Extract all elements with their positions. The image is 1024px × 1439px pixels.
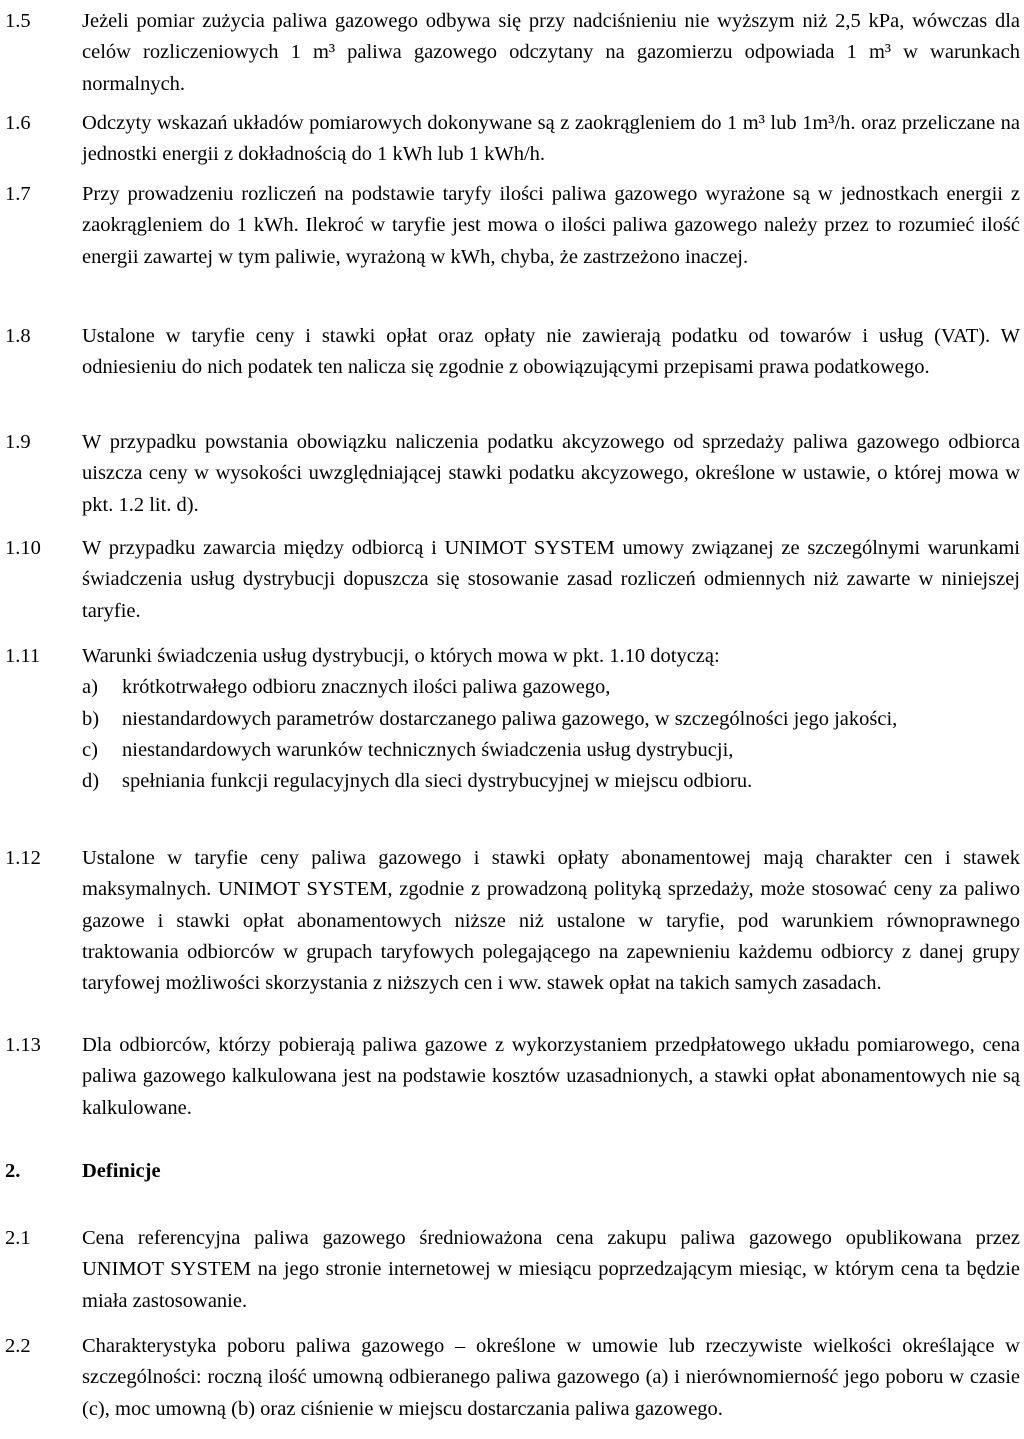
definition-number: 2.1 bbox=[5, 1227, 31, 1249]
section-number: 1.11 bbox=[5, 645, 41, 667]
section-number: 1.9 bbox=[5, 431, 31, 453]
section-body bbox=[82, 641, 1020, 797]
heading-title: Definicje bbox=[82, 1160, 161, 1182]
list-item-text: niestandardowych parametrów dostarczanego paliwa gazowego, w szczególności jego jakości, bbox=[122, 707, 898, 730]
section-text: Dla odbiorców, którzy pobierają paliwa gazowe z wykorzystaniem przedpłatowego układu pomiarowego, cena paliwa gazowego kalkulowana jest na podstawie kosztów uzasadnionych, a stawki opłat abonamentowych nie są kalkulowane. bbox=[82, 1034, 1020, 1119]
section-number: 1.13 bbox=[5, 1034, 41, 1056]
section-text: Jeżeli pomiar zużycia paliwa gazowego odbywa się przy nadciśnieniu nie wyższym niż 2,5 kPa, wówczas dla celów rozliczeniowych 1 m³ paliwa gazowego odczytany na gazomierzu odpowiada 1 m³ w warunkach normalnych. bbox=[82, 10, 1020, 95]
section-text: Ustalone w taryfie ceny i stawki opłat oraz opłaty nie zawierają podatku od towarów i usług (VAT). W odniesieniu do nich podatek ten nalicza się zgodnie z obowiązującymi przepisami prawa podatkowego. bbox=[82, 325, 1020, 379]
list-marker: c) bbox=[82, 738, 98, 761]
list-item bbox=[82, 672, 1020, 703]
section-text: Odczyty wskazań układów pomiarowych dokonywane są z zaokrągleniem do 1 m³ lub 1m³/h. oraz przeliczane na jednostki energii z dokładnością do 1 kWh lub 1 kWh/h. bbox=[82, 112, 1020, 166]
definition-text: Cena referencyjna paliwa gazowego średnioważona cena zakupu paliwa gazowego opublikowana przez UNIMOT SYSTEM na jego stronie internetowej w miesiącu poprzedzającym miesiąc, w którym cena ta będzie miała zastosowanie. bbox=[82, 1227, 1020, 1312]
section-text: Warunki świadczenia usług dystrybucji, o których mowa w pkt. 1.10 dotyczą: bbox=[82, 645, 720, 667]
section-text: Ustalone w taryfie ceny paliwa gazowego i stawki opłaty abonamentowej mają charakter cen i stawek maksymalnych. UNIMOT SYSTEM, zgodnie z prowadzoną polityką sprzedaży, może stosować ceny za paliwo gazowe i stawki opłat abonamentowych niższe niż ustalone w taryfie, pod warunkiem równoprawnego traktowania odbiorców w grupach taryfowych polegającego na zapewnieniu każdemu odbiorcy z danej grupy taryfowej możliwości skorzystania z niższych cen i ww. stawek opłat na takich samych zasadach. bbox=[82, 847, 1020, 995]
list-marker: a) bbox=[82, 676, 98, 699]
list-item-text: niestandardowych warunków technicznych świadczenia usług dystrybucji, bbox=[122, 738, 734, 761]
section-number: 1.10 bbox=[5, 537, 41, 559]
list-item bbox=[82, 735, 1020, 766]
list-item bbox=[82, 704, 1020, 735]
list-marker: b) bbox=[82, 707, 100, 730]
section-number: 1.5 bbox=[5, 10, 31, 32]
section-number: 1.8 bbox=[5, 325, 31, 347]
section-number: 1.6 bbox=[5, 112, 31, 134]
list-item bbox=[82, 766, 1020, 797]
condition-list bbox=[82, 672, 1020, 797]
list-marker: d) bbox=[82, 770, 100, 793]
section-text: W przypadku zawarcia między odbiorcą i UNIMOT SYSTEM umowy związanej ze szczególnymi warunkami świadczenia usług dystrybucji dopuszcza się stosowanie zasad rozliczeń odmiennych niż zawarte w niniejszej taryfie. bbox=[82, 537, 1020, 622]
list-item-text: krótkotrwałego odbioru znacznych ilości paliwa gazowego, bbox=[122, 676, 611, 699]
section-text: W przypadku powstania obowiązku naliczenia podatku akcyzowego od sprzedaży paliwa gazowego odbiorca uiszcza ceny w wysokości uwzględniającej stawki podatku akcyzowego, określone w ustawie, o której mowa w pkt. 1.2 lit. d). bbox=[82, 431, 1020, 516]
list-item-text: spełniania funkcji regulacyjnych dla sieci dystrybucyjnej w miejscu odbioru. bbox=[122, 770, 753, 793]
section-text: Przy prowadzeniu rozliczeń na podstawie taryfy ilości paliwa gazowego wyrażone są w jednostkach energii z zaokrągleniem do 1 kWh. Ilekroć w taryfie jest mowa o ilości paliwa gazowego należy przez to rozumieć ilość energii zawartej w tym paliwie, wyrażoną w kWh, chyba, że zastrzeżono inaczej. bbox=[82, 183, 1020, 268]
section-number: 1.7 bbox=[5, 183, 31, 205]
definition-number: 2.2 bbox=[5, 1335, 31, 1357]
definition-text: Charakterystyka poboru paliwa gazowego – określone w umowie lub rzeczywiste wielkości określające w szczególności: roczną ilość umowną odbieranego paliwa gazowego (a) i nierównomierność jego poboru w czasie (c), moc umowną (b) oraz ciśnienie w miejscu dostarczania paliwa gazowego. bbox=[82, 1335, 1020, 1420]
heading-number: 2. bbox=[5, 1160, 21, 1182]
section-number: 1.12 bbox=[5, 847, 41, 869]
